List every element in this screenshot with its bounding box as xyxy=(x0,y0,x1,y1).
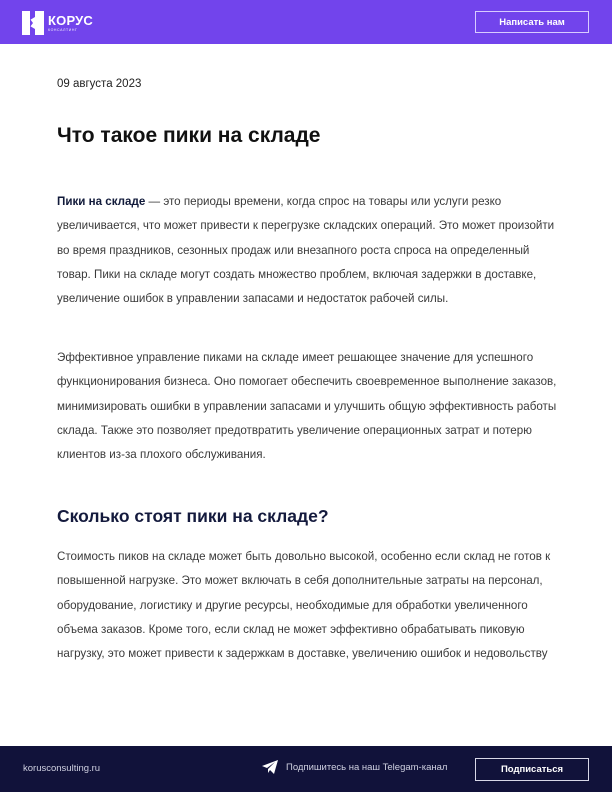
korus-logo-icon xyxy=(22,11,44,35)
paragraph-text: — это периоды времени, когда спрос на товары или услуги резко увеличивается, что может привести к перегрузке складских операций. Это может произойти во время праздников, сезонных продаж или внезапного роста спроса на определенный товар. Пики на складе могут создать множество проблем, включая задержки в доставке, увеличение ошибок в управлении запасами и недостаток рабочей силы. xyxy=(57,195,555,306)
page-title: Что такое пики на складе xyxy=(57,124,321,147)
article-paragraph xyxy=(57,545,562,666)
logo-name: КОРУС xyxy=(48,12,94,28)
paragraph-text: Стоимость пиков на складе может быть довольно высокой, особенно если склад не готов к повышенной нагрузке. Это может включать в себя дополнительные затраты на персонал, оборудование, логистику и другие ресурсы, необходимые для обработки увеличенного объема заказов. Кроме того, если склад не может эффективно обрабатывать пиковую нагрузку, это может привести к задержкам в доставке, увеличению ошибок и недовольству xyxy=(57,550,551,661)
footer xyxy=(0,746,612,792)
paragraph-text: Эффективное управление пиками на складе имеет решающее значение для успешного функционирования бизнеса. Оно помогает обеспечить своевременное выполнение заказов, минимизировать ошибки в управлении запасами и улучшить общую эффективность работы склада. Также это позволяет предотвратить увеличение операционных затрат и потерю клиентов из-за плохого обслуживания. xyxy=(57,351,557,462)
site-link[interactable]: korusconsulting.ru xyxy=(23,763,101,774)
contact-us-button[interactable]: Написать нам xyxy=(475,11,589,33)
telegram-text: Подпишитесь на наш Telegam-канал xyxy=(286,761,448,773)
subscribe-button[interactable]: Подписаться xyxy=(475,758,589,781)
section-heading: Сколько стоят пики на складе? xyxy=(57,506,329,526)
logo-subtitle: КОНСАЛТИНГ xyxy=(48,27,78,32)
korus-logo[interactable] xyxy=(22,11,93,35)
bold-lead: Пики на складе xyxy=(57,195,146,208)
top-header xyxy=(0,0,612,44)
article-date: 09 августа 2023 xyxy=(57,78,142,90)
article-paragraph xyxy=(57,346,562,467)
telegram-link[interactable] xyxy=(262,760,447,774)
telegram-icon xyxy=(262,760,278,774)
article-paragraph xyxy=(57,190,562,311)
